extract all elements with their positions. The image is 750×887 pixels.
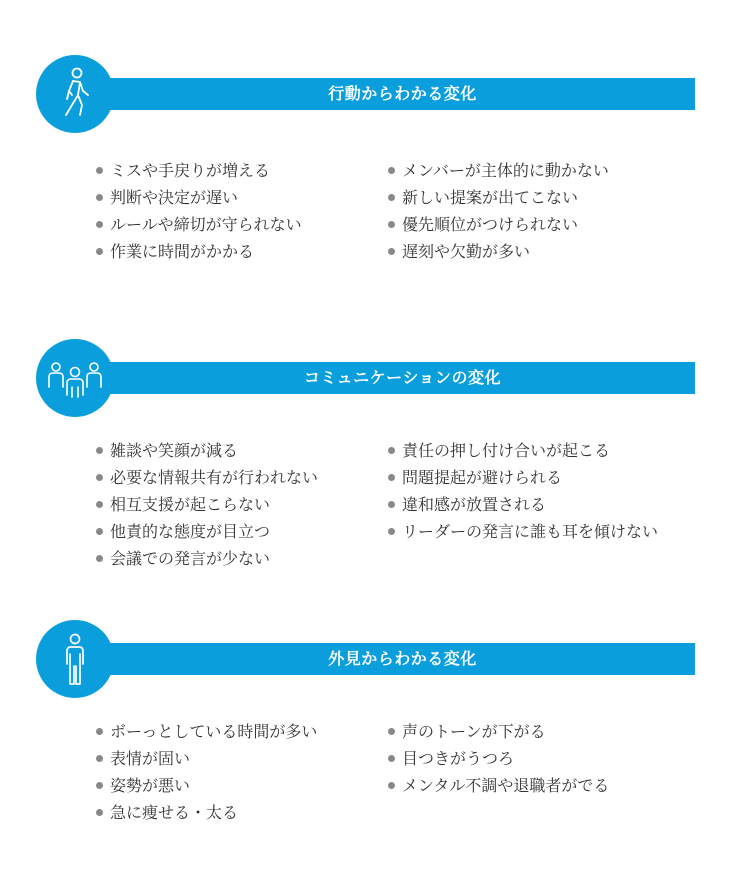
section-title: 外見からわかる変化 bbox=[328, 649, 477, 668]
list-item: 声のトーンが下がる bbox=[388, 718, 609, 745]
list-item: メンバーが主体的に動かない bbox=[388, 157, 609, 184]
list-item: 目つきがうつろ bbox=[388, 745, 609, 772]
section-title: 行動からわかる変化 bbox=[328, 84, 477, 103]
list-item: メンタル不調や退職者がでる bbox=[388, 772, 609, 799]
list-item: リーダーの発言に誰も耳を傾けない bbox=[388, 518, 658, 545]
list-item: 優先順位がつけられない bbox=[388, 211, 609, 238]
left-list bbox=[96, 157, 302, 265]
right-list bbox=[388, 157, 609, 265]
list-item: 他責的な態度が目立つ bbox=[96, 518, 318, 545]
list-item: 会議での発言が少ない bbox=[96, 545, 318, 572]
section-banner bbox=[80, 643, 695, 675]
section-title: コミュニケーションの変化 bbox=[303, 368, 502, 387]
list-item: ルールや締切が守られない bbox=[96, 211, 302, 238]
walking-person-icon bbox=[36, 55, 114, 133]
list-item: 遅刻や欠勤が多い bbox=[388, 238, 609, 265]
list-item: 相互支援が起こらない bbox=[96, 491, 318, 518]
left-list bbox=[96, 718, 317, 826]
list-item: 判断や決定が遅い bbox=[96, 184, 302, 211]
list-item: ミスや手戻りが増える bbox=[96, 157, 302, 184]
list-item: 責任の押し付け合いが起こる bbox=[388, 437, 658, 464]
list-item: 違和感が放置される bbox=[388, 491, 658, 518]
list-item: 表情が固い bbox=[96, 745, 317, 772]
list-item: ボーっとしている時間が多い bbox=[96, 718, 317, 745]
right-list bbox=[388, 437, 658, 545]
group-people-icon bbox=[36, 339, 114, 417]
left-list bbox=[96, 437, 318, 572]
list-item: 姿勢が悪い bbox=[96, 772, 317, 799]
list-item: 新しい提案が出てこない bbox=[388, 184, 609, 211]
list-item: 問題提起が避けられる bbox=[388, 464, 658, 491]
list-item: 雑談や笑顔が減る bbox=[96, 437, 318, 464]
list-item: 作業に時間がかかる bbox=[96, 238, 302, 265]
right-list bbox=[388, 718, 609, 799]
standing-person-icon bbox=[36, 620, 114, 698]
section-banner bbox=[80, 362, 695, 394]
list-item: 必要な情報共有が行われない bbox=[96, 464, 318, 491]
list-item: 急に痩せる・太る bbox=[96, 799, 317, 826]
section-banner bbox=[80, 78, 695, 110]
